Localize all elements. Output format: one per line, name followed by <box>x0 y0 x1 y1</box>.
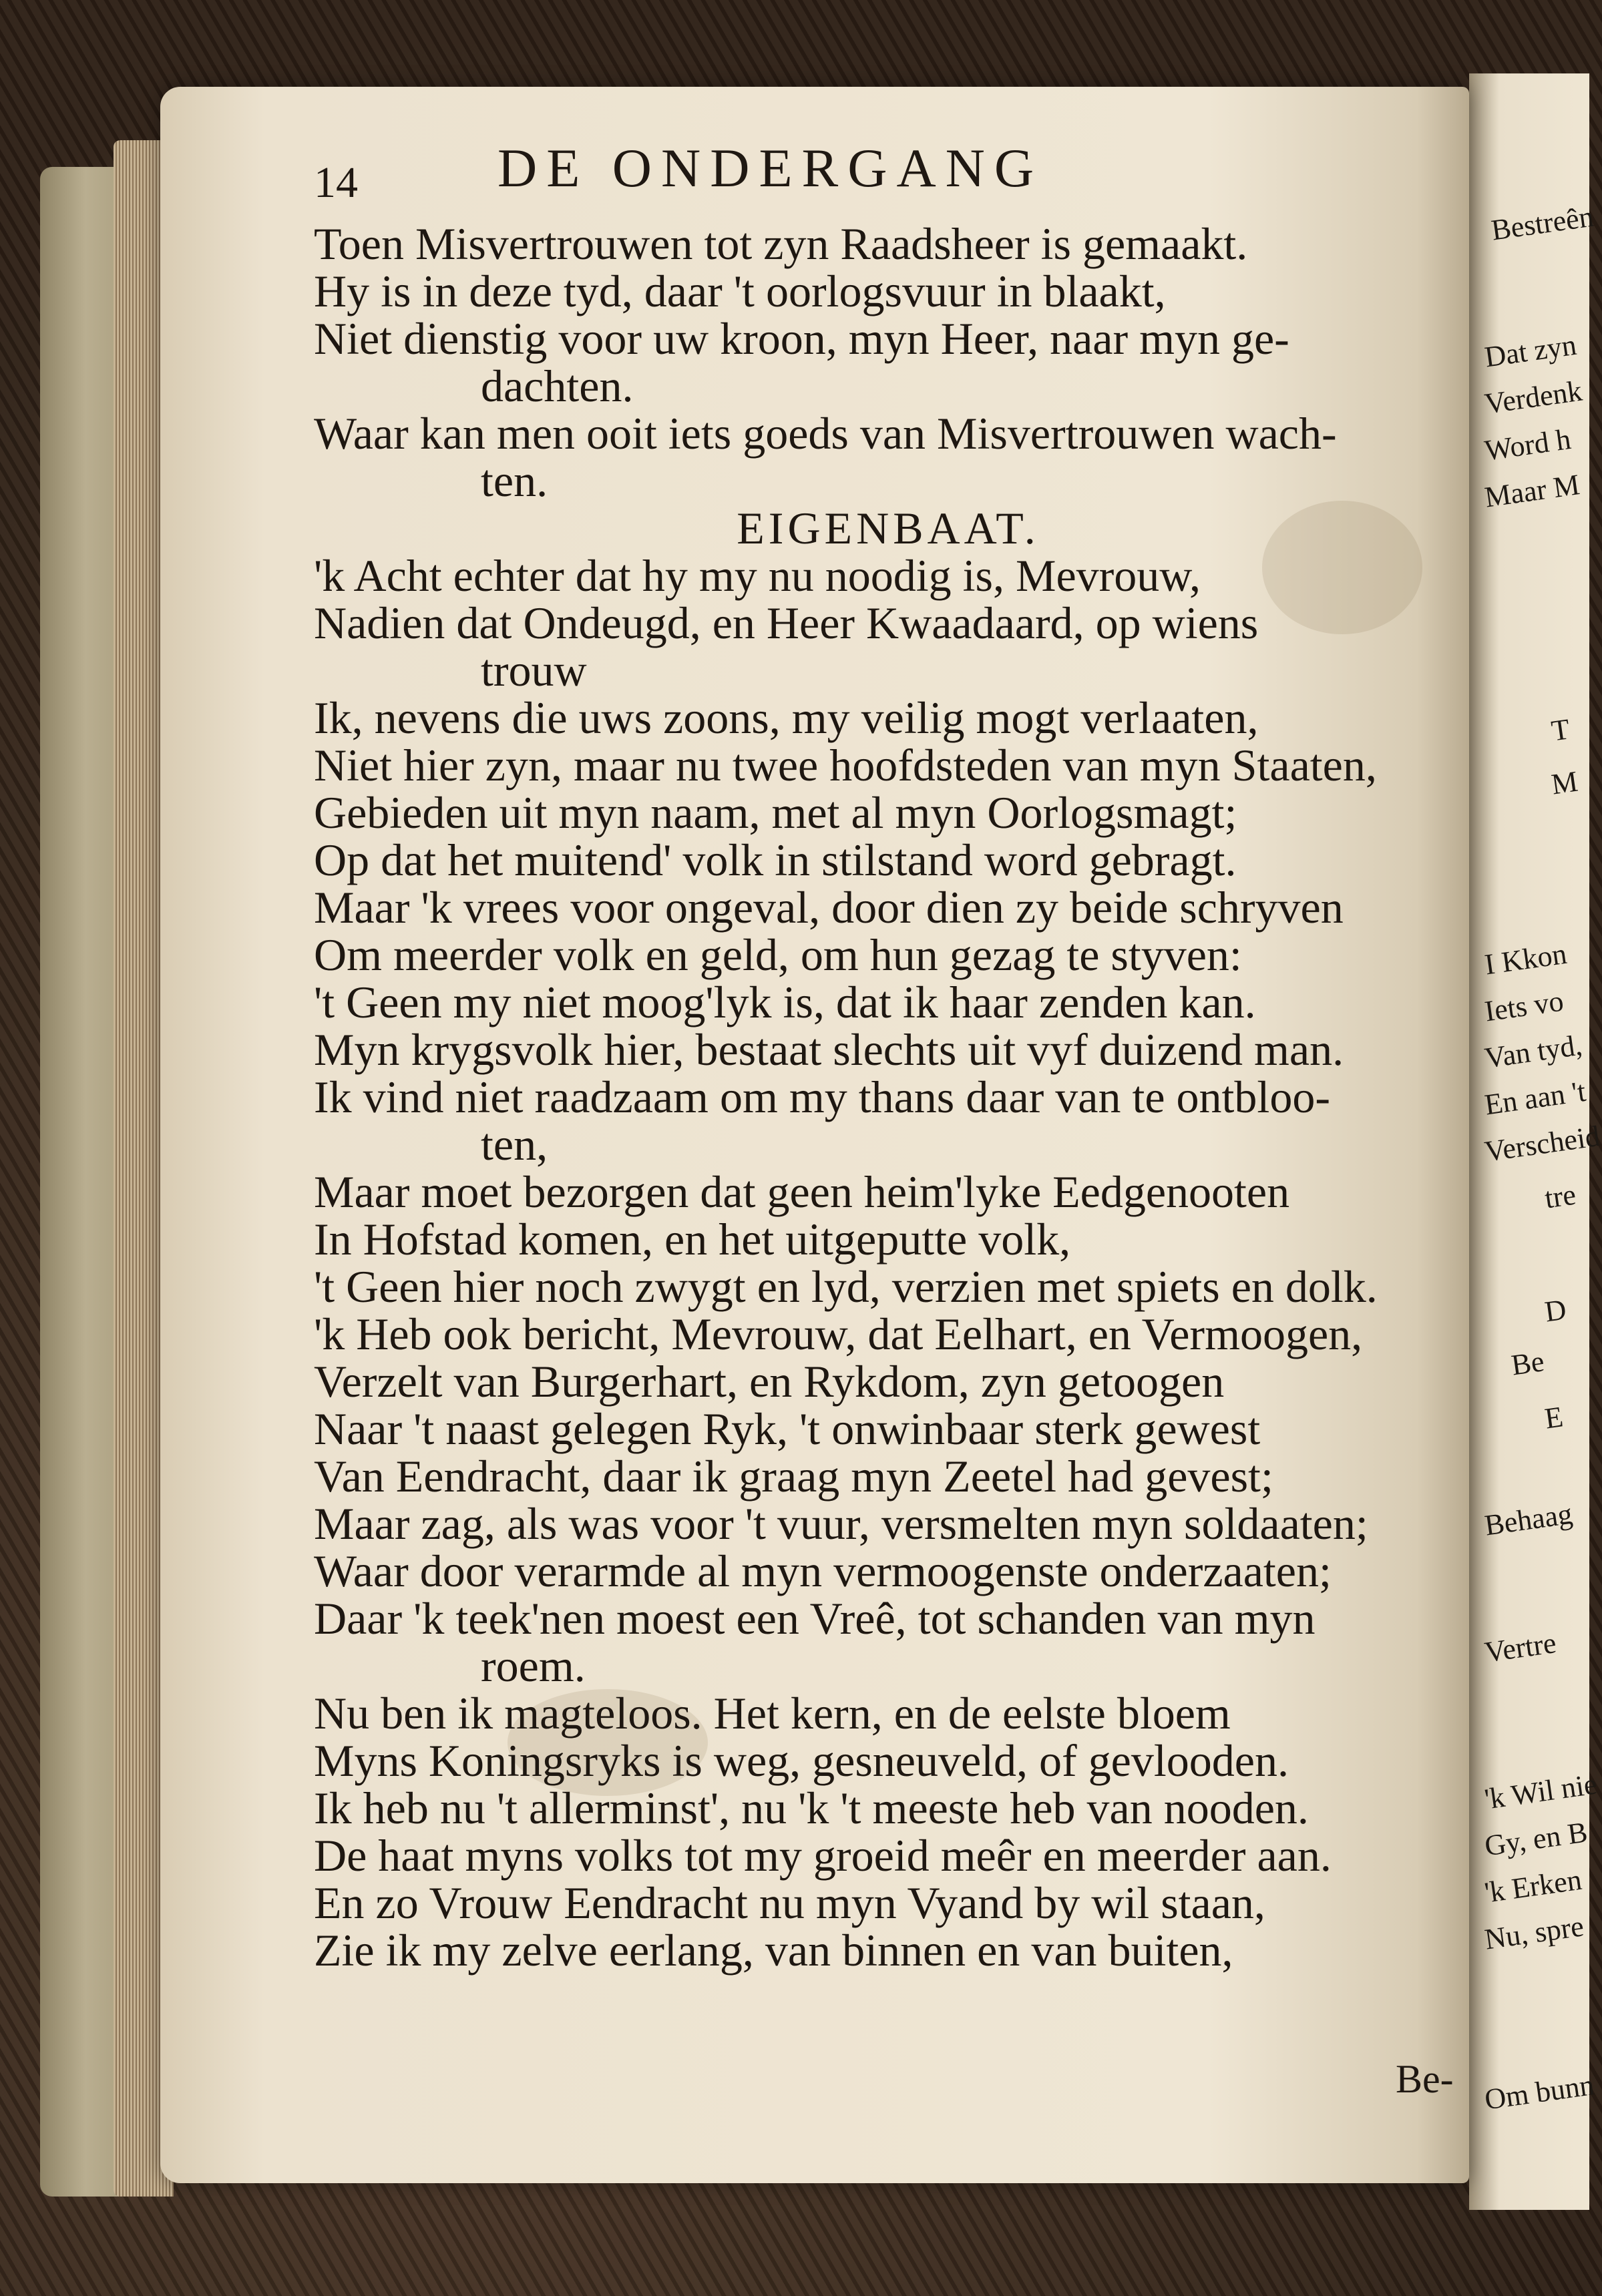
facing-page-fragment: M <box>1549 764 1580 801</box>
verse-line: Niet dienstig voor uw kroon, myn Heer, naar myn ge- <box>314 313 1289 364</box>
verse-line: De haat myns volks tot my groeid meêr en meerder aan. <box>314 1830 1332 1881</box>
verse-line: Op dat het muitend' volk in stilstand word gebragt. <box>314 835 1237 885</box>
facing-page-fragment: Behaag <box>1482 1497 1575 1542</box>
verse-line: Waar door verarmde al myn vermoogenste onderzaaten; <box>314 1546 1332 1596</box>
verse-line: Maar moet bezorgen dat geen heim'lyke Eedgenooten <box>314 1166 1290 1217</box>
facing-page-fragment: E <box>1543 1400 1565 1435</box>
verse-line: 't Geen hier noch zwygt en lyd, verzien met spiets en dolk. <box>314 1261 1378 1312</box>
page-text <box>314 220 1462 1974</box>
facing-page-fragment: Word h <box>1482 422 1573 467</box>
verse-line: Gebieden uit myn naam, met al myn Oorlogsmagt; <box>314 787 1237 838</box>
facing-page-fragment: Dat zyn <box>1482 328 1579 374</box>
verse-line: ten. <box>481 455 548 506</box>
facing-page-fragment: tre <box>1543 1178 1578 1215</box>
verse-line: 't Geen my niet moog'lyk is, dat ik haar zenden kan. <box>314 977 1256 1027</box>
verse-line: Van Eendracht, daar ik graag myn Zeetel had gevest; <box>314 1451 1273 1502</box>
facing-page-fragment: I Kkon <box>1482 937 1569 981</box>
verse-line: Verzelt van Burgerhart, en Rykdom, zyn getoogen <box>314 1356 1225 1407</box>
verse-line: Maar zag, als was voor 't vuur, versmelten myn soldaaten; <box>314 1498 1368 1549</box>
facing-page-fragment: Vertre <box>1482 1626 1559 1669</box>
facing-page-fragment: Maar M <box>1482 468 1582 514</box>
verse-line: Nu ben ik magteloos. Het kern, en de eelste bloem <box>314 1688 1231 1739</box>
verse-line: ten, <box>481 1119 548 1170</box>
verse-line: In Hofstad komen, en het uitgeputte volk, <box>314 1214 1071 1265</box>
verse-line: Zie ik my zelve eerlang, van binnen en van buiten, <box>314 1925 1233 1976</box>
facing-page-fragment: Be <box>1509 1345 1547 1382</box>
facing-page <box>1469 73 1602 2210</box>
facing-page-fragment: En aan 't <box>1482 1074 1588 1122</box>
speaker-name: EIGENBAAT. <box>737 503 1040 553</box>
verse-line: Niet hier zyn, maar nu twee hoofdsteden van myn Staaten, <box>314 740 1377 790</box>
facing-page-fragment: D <box>1543 1293 1569 1329</box>
facing-page-fragment: Iets vo <box>1482 984 1566 1028</box>
facing-page-fragment: Gy, en B <box>1482 1815 1590 1863</box>
verse-line: Ik vind niet raadzaam om my thans daar van te ontbloo- <box>314 1072 1330 1122</box>
verse-line: Ik, nevens die uws zoons, my veilig mogt verlaaten, <box>314 692 1259 743</box>
verse-line: 'k Heb ook bericht, Mevrouw, dat Eelhart, en Vermoogen, <box>314 1309 1363 1359</box>
verse-line: 'k Acht echter dat hy my nu noodig is, Mevrouw, <box>314 550 1201 601</box>
verse-line: Maar 'k vrees voor ongeval, door dien zy beide schryven <box>314 882 1344 933</box>
facing-page-fragment: Bestreên <box>1489 200 1596 247</box>
facing-page-fragment: 'k Erken <box>1482 1863 1584 1909</box>
facing-page-fragment: Verscheid <box>1482 1119 1602 1168</box>
verse-line: Daar 'k teek'nen moest een Vreê, tot schanden van myn <box>314 1593 1316 1644</box>
facing-page-fragment: Verdenk <box>1482 374 1585 421</box>
verse-line: Myn krygsvolk hier, bestaat slechts uit vyf duizend man. <box>314 1024 1344 1075</box>
facing-page-fragment: Nu, spre <box>1482 1909 1586 1956</box>
catchword: Be- <box>1396 2057 1454 2101</box>
verse-line: roem. <box>481 1640 586 1691</box>
verse-line: dachten. <box>481 361 634 411</box>
running-title: DE ONDERGANG <box>497 138 1044 198</box>
facing-page-fragment: Van tyd, <box>1482 1028 1585 1075</box>
facing-page-fragment: T <box>1549 712 1572 748</box>
verse-line: trouw <box>481 645 587 696</box>
facing-page-fragment: 'k Wil nie <box>1482 1767 1599 1816</box>
verse-line: Ik heb nu 't allerminst', nu 'k 't meeste heb van nooden. <box>314 1783 1309 1833</box>
verse-line: En zo Vrouw Eendracht nu myn Vyand by wil staan, <box>314 1877 1265 1928</box>
verse-line: Waar kan men ooit iets goeds van Misvertrouwen wach- <box>314 408 1337 459</box>
verse-line: Naar 't naast gelegen Ryk, 't onwinbaar sterk gewest <box>314 1403 1261 1454</box>
verse-line: Myns Koningsryks is weg, gesneuveld, of gevlooden. <box>314 1735 1289 1786</box>
verse-line: Toen Misvertrouwen tot zyn Raadsheer is gemaakt. <box>314 218 1248 269</box>
verse-line: Hy is in deze tyd, daar 't oorlogsvuur in blaakt, <box>314 266 1166 316</box>
facing-page-fragment: Om bunn <box>1482 2068 1597 2116</box>
verse-line: Nadien dat Ondeugd, en Heer Kwaadaard, op wiens <box>314 598 1259 648</box>
verse-line: Om meerder volk en geld, om hun gezag te styven: <box>314 929 1242 980</box>
page-number: 14 <box>314 158 358 207</box>
